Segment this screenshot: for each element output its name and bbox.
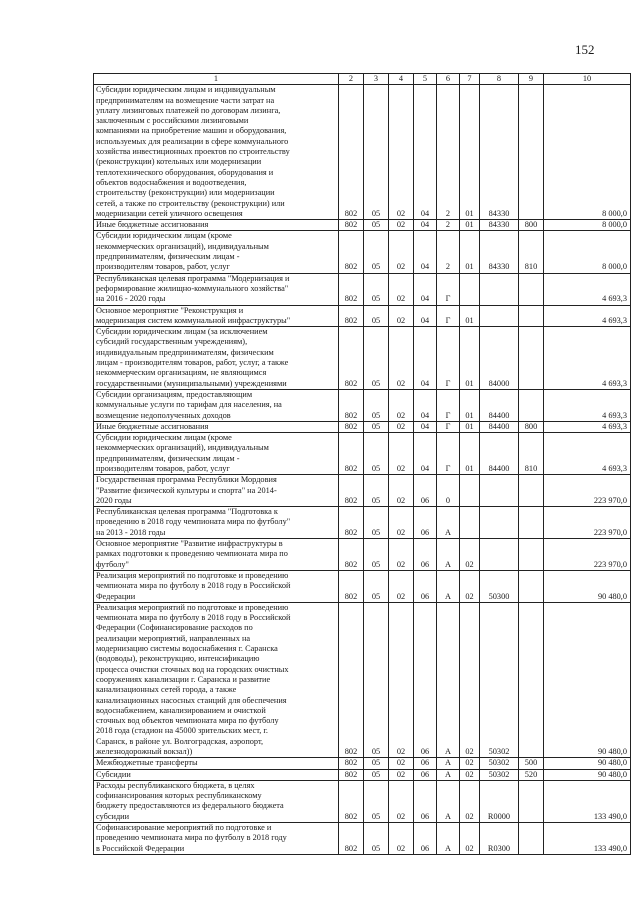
code-direction-cell: R0000 [480, 780, 519, 822]
code-prog-cell: 06 [414, 570, 437, 602]
code-expense-type-cell [519, 389, 544, 421]
code-subprog-cell: А [437, 507, 460, 539]
code-direction-cell [480, 273, 519, 305]
code-prog-cell: 04 [414, 433, 437, 475]
code-pr-cell: 02 [389, 769, 414, 780]
code-event-cell: 02 [460, 758, 480, 769]
code-pr-cell: 02 [389, 780, 414, 822]
code-event-cell: 02 [460, 780, 480, 822]
code-pr-cell: 02 [389, 421, 414, 432]
row-name-cell: Иные бюджетные ассигнования [94, 421, 339, 432]
code-rz-cell: 05 [364, 433, 389, 475]
code-event-cell: 01 [460, 389, 480, 421]
table-row [94, 758, 631, 769]
code-subprog-cell: Г [437, 421, 460, 432]
row-name-cell: Республиканская целевая программа "Подготовка к проведению в 2018 году чемпионата мира по футболу" на 2013 - 2018 годы [94, 507, 339, 539]
code-expense-type-cell: 810 [519, 231, 544, 273]
code-direction-cell: 50300 [480, 570, 519, 602]
code-expense-type-cell [519, 823, 544, 855]
code-prog-cell: 06 [414, 823, 437, 855]
code-event-cell: 02 [460, 602, 480, 757]
code-subprog-cell: 2 [437, 85, 460, 220]
table-row [94, 389, 631, 421]
code-subprog-cell: А [437, 758, 460, 769]
code-subprog-cell: А [437, 570, 460, 602]
code-pr-cell: 02 [389, 220, 414, 231]
code-event-cell: 01 [460, 220, 480, 231]
code-event-cell: 01 [460, 85, 480, 220]
code-pr-cell: 02 [389, 758, 414, 769]
code-gr-cell: 802 [339, 769, 364, 780]
code-expense-type-cell: 810 [519, 433, 544, 475]
code-pr-cell: 02 [389, 305, 414, 327]
table-row [94, 602, 631, 757]
code-prog-cell: 06 [414, 539, 437, 571]
row-name-cell: Межбюджетные трансферты [94, 758, 339, 769]
table-row [94, 305, 631, 327]
code-subprog-cell: Г [437, 273, 460, 305]
code-gr-cell: 802 [339, 327, 364, 390]
row-name-cell: Иные бюджетные ассигнования [94, 220, 339, 231]
code-event-cell: 01 [460, 327, 480, 390]
code-direction-cell: 84400 [480, 421, 519, 432]
code-rz-cell: 05 [364, 231, 389, 273]
row-name-cell: Субсидии юридическим лицам и индивидуальным предпринимателям на возмещение части затрат на уплату лизинговых платежей по договорам лизинга, заключенным с российскими лизинговыми компаниями на приобретение машин и оборудования, используемых для реализации в сфере коммунального хозяйства инвестиционных проектов по строительству (реконструкции) котельных или модернизации теплотехнического оборудования, оборудования и объектов водоснабжения и водоотведения, строительству (реконструкции) или модернизации сетей, а также по строительству (реконструкции) или модернизации сетей уличного освещения [94, 85, 339, 220]
table-row [94, 570, 631, 602]
code-event-cell: 01 [460, 305, 480, 327]
code-direction-cell: 50302 [480, 602, 519, 757]
code-expense-type-cell [519, 507, 544, 539]
amount-cell: 90 480,0 [544, 570, 631, 602]
code-subprog-cell: А [437, 602, 460, 757]
code-direction-cell [480, 305, 519, 327]
code-gr-cell: 802 [339, 220, 364, 231]
budget-table [93, 73, 631, 855]
code-pr-cell: 02 [389, 507, 414, 539]
code-prog-cell: 06 [414, 475, 437, 507]
code-expense-type-cell [519, 475, 544, 507]
amount-cell: 133 490,0 [544, 780, 631, 822]
amount-cell: 4 693,3 [544, 305, 631, 327]
table-row [94, 539, 631, 571]
code-rz-cell: 05 [364, 389, 389, 421]
code-subprog-cell: А [437, 780, 460, 822]
code-gr-cell: 802 [339, 539, 364, 571]
code-prog-cell: 06 [414, 507, 437, 539]
amount-cell: 90 480,0 [544, 769, 631, 780]
code-prog-cell: 04 [414, 231, 437, 273]
code-prog-cell: 06 [414, 769, 437, 780]
amount-cell: 223 970,0 [544, 507, 631, 539]
code-pr-cell: 02 [389, 539, 414, 571]
code-direction-cell: 50302 [480, 758, 519, 769]
table-header-row [94, 74, 631, 85]
amount-cell: 90 480,0 [544, 758, 631, 769]
amount-cell: 8 000,0 [544, 85, 631, 220]
code-expense-type-cell [519, 780, 544, 822]
code-pr-cell: 02 [389, 327, 414, 390]
row-name-cell: Субсидии [94, 769, 339, 780]
code-rz-cell: 05 [364, 273, 389, 305]
amount-cell: 4 693,3 [544, 433, 631, 475]
code-subprog-cell: А [437, 823, 460, 855]
code-rz-cell: 05 [364, 85, 389, 220]
row-name-cell: Расходы республиканского бюджета, в целях софинансирования которых республиканскому бюджету предоставляются из федерального бюджета субсидии [94, 780, 339, 822]
header-cell: 4 [389, 74, 414, 85]
table-row [94, 273, 631, 305]
code-event-cell: 02 [460, 769, 480, 780]
code-prog-cell: 04 [414, 421, 437, 432]
amount-cell: 4 693,3 [544, 327, 631, 390]
code-subprog-cell: Г [437, 433, 460, 475]
code-rz-cell: 05 [364, 758, 389, 769]
table-row [94, 220, 631, 231]
table-row [94, 85, 631, 220]
table-row [94, 231, 631, 273]
amount-cell: 4 693,3 [544, 389, 631, 421]
code-subprog-cell: 2 [437, 231, 460, 273]
code-expense-type-cell [519, 539, 544, 571]
code-prog-cell: 06 [414, 758, 437, 769]
code-rz-cell: 05 [364, 823, 389, 855]
code-pr-cell: 02 [389, 273, 414, 305]
code-event-cell: 01 [460, 433, 480, 475]
amount-cell: 4 693,3 [544, 421, 631, 432]
code-expense-type-cell: 520 [519, 769, 544, 780]
code-event-cell: 01 [460, 231, 480, 273]
table-body [94, 85, 631, 855]
code-rz-cell: 05 [364, 220, 389, 231]
code-direction-cell: 84000 [480, 327, 519, 390]
code-expense-type-cell [519, 273, 544, 305]
code-subprog-cell: 0 [437, 475, 460, 507]
code-rz-cell: 05 [364, 421, 389, 432]
table-row [94, 823, 631, 855]
code-prog-cell: 04 [414, 327, 437, 390]
code-pr-cell: 02 [389, 602, 414, 757]
amount-cell: 133 490,0 [544, 823, 631, 855]
amount-cell: 4 693,3 [544, 273, 631, 305]
amount-cell: 223 970,0 [544, 539, 631, 571]
row-name-cell: Государственная программа Республики Мордовия "Развитие физической культуры и спорта" на 2014- 2020 годы [94, 475, 339, 507]
table-row [94, 433, 631, 475]
code-rz-cell: 05 [364, 507, 389, 539]
code-direction-cell [480, 539, 519, 571]
row-name-cell: Субсидии организациям, предоставляющим коммунальные услуги по тарифам для населения, на возмещение недополученных доходов [94, 389, 339, 421]
amount-cell: 8 000,0 [544, 220, 631, 231]
code-rz-cell: 05 [364, 539, 389, 571]
code-prog-cell: 06 [414, 602, 437, 757]
page-number: 152 [575, 42, 595, 57]
code-direction-cell: R0300 [480, 823, 519, 855]
code-event-cell [460, 273, 480, 305]
row-name-cell: Реализация мероприятий по подготовке и проведению чемпионата мира по футболу в 2018 году в Российской Федерации [94, 570, 339, 602]
row-name-cell: Субсидии юридическим лицам (кроме некоммерческих организаций), индивидуальным предпринимателям, физическим лицам - производителям товаров, работ, услуг [94, 433, 339, 475]
row-name-cell: Республиканская целевая программа "Модернизация и реформирование жилищно-коммунального хозяйства" на 2016 - 2020 годы [94, 273, 339, 305]
row-name-cell: Субсидии юридическим лицам (кроме некоммерческих организаций), индивидуальным предпринимателям, физическим лицам - производителям товаров, работ, услуг [94, 231, 339, 273]
code-event-cell: 02 [460, 823, 480, 855]
code-gr-cell: 802 [339, 570, 364, 602]
code-rz-cell: 05 [364, 305, 389, 327]
header-cell: 3 [364, 74, 389, 85]
header-cell: 6 [437, 74, 460, 85]
table-row [94, 780, 631, 822]
code-expense-type-cell [519, 602, 544, 757]
code-event-cell [460, 475, 480, 507]
header-cell: 5 [414, 74, 437, 85]
code-subprog-cell: 2 [437, 220, 460, 231]
code-pr-cell: 02 [389, 389, 414, 421]
code-gr-cell: 802 [339, 421, 364, 432]
code-expense-type-cell: 800 [519, 421, 544, 432]
code-expense-type-cell: 500 [519, 758, 544, 769]
code-pr-cell: 02 [389, 823, 414, 855]
code-prog-cell: 04 [414, 220, 437, 231]
header-cell: 2 [339, 74, 364, 85]
code-pr-cell: 02 [389, 85, 414, 220]
code-event-cell: 02 [460, 539, 480, 571]
row-name-cell: Субсидии юридическим лицам (за исключением субсидий государственным учреждениям), индивидуальным предпринимателям, физическим лицам - производителям товаров, работ, услуг, а также некоммерческим организациям, не являющимся государственными (муниципальными) учреждениями [94, 327, 339, 390]
row-name-cell: Реализация мероприятий по подготовке и проведению чемпионата мира по футболу в 2018 году в Российской Федерации (Софинансирование расходов по реализации мероприятий, направленных на модернизацию системы водоснабжения г. Саранска (водоводы), реконструкцию, интенсификацию процесса очистки сточных вод на городских очистных сооружениях канализации г. Саранска и развитие канализационных сетей города, а также канализационных насосных станций для обеспечения водоснабжением, канализированием и очисткой сточных вод объектов чемпионата мира по футболу 2018 года (стадион на 45000 зрительских мест, г. Саранск, в районе ул. Волгоградская, аэропорт, железнодорожный вокзал)) [94, 602, 339, 757]
code-event-cell [460, 507, 480, 539]
code-subprog-cell: А [437, 769, 460, 780]
code-pr-cell: 02 [389, 475, 414, 507]
code-gr-cell: 802 [339, 602, 364, 757]
amount-cell: 223 970,0 [544, 475, 631, 507]
code-pr-cell: 02 [389, 231, 414, 273]
code-event-cell: 02 [460, 570, 480, 602]
code-gr-cell: 802 [339, 433, 364, 475]
header-cell: 9 [519, 74, 544, 85]
code-subprog-cell: Г [437, 327, 460, 390]
code-expense-type-cell [519, 85, 544, 220]
row-name-cell: Основное мероприятие "Развитие инфраструктуры в рамках подготовки к проведению чемпионата мира по футболу" [94, 539, 339, 571]
code-prog-cell: 04 [414, 389, 437, 421]
code-expense-type-cell [519, 570, 544, 602]
code-rz-cell: 05 [364, 780, 389, 822]
row-name-cell: Основное мероприятие "Реконструкция и модернизация систем коммунальной инфраструктуры" [94, 305, 339, 327]
code-prog-cell: 04 [414, 273, 437, 305]
header-cell: 1 [94, 74, 339, 85]
table-row [94, 475, 631, 507]
amount-cell: 90 480,0 [544, 602, 631, 757]
code-gr-cell: 802 [339, 780, 364, 822]
code-prog-cell: 06 [414, 780, 437, 822]
table-row [94, 327, 631, 390]
code-gr-cell: 802 [339, 389, 364, 421]
code-gr-cell: 802 [339, 823, 364, 855]
code-direction-cell [480, 507, 519, 539]
header-cell: 8 [480, 74, 519, 85]
code-direction-cell [480, 475, 519, 507]
table-row [94, 507, 631, 539]
code-expense-type-cell [519, 327, 544, 390]
code-pr-cell: 02 [389, 570, 414, 602]
code-event-cell: 01 [460, 421, 480, 432]
code-subprog-cell: Г [437, 389, 460, 421]
code-subprog-cell: Г [437, 305, 460, 327]
code-prog-cell: 04 [414, 85, 437, 220]
table-row [94, 769, 631, 780]
table-row [94, 421, 631, 432]
code-gr-cell: 802 [339, 305, 364, 327]
code-direction-cell: 84400 [480, 433, 519, 475]
row-name-cell: Софинансирование мероприятий по подготовке и проведению чемпионата мира по футболу в 2018 году в Российской Федерации [94, 823, 339, 855]
code-gr-cell: 802 [339, 475, 364, 507]
code-rz-cell: 05 [364, 570, 389, 602]
code-pr-cell: 02 [389, 433, 414, 475]
code-direction-cell: 84330 [480, 85, 519, 220]
code-gr-cell: 802 [339, 758, 364, 769]
code-expense-type-cell [519, 305, 544, 327]
code-rz-cell: 05 [364, 602, 389, 757]
code-direction-cell: 84330 [480, 220, 519, 231]
code-direction-cell: 84330 [480, 231, 519, 273]
header-cell: 7 [460, 74, 480, 85]
code-rz-cell: 05 [364, 475, 389, 507]
amount-cell: 8 000,0 [544, 231, 631, 273]
code-gr-cell: 802 [339, 507, 364, 539]
code-rz-cell: 05 [364, 769, 389, 780]
code-expense-type-cell: 800 [519, 220, 544, 231]
code-gr-cell: 802 [339, 85, 364, 220]
code-prog-cell: 04 [414, 305, 437, 327]
code-direction-cell: 50302 [480, 769, 519, 780]
code-gr-cell: 802 [339, 231, 364, 273]
header-cell: 10 [544, 74, 631, 85]
code-rz-cell: 05 [364, 327, 389, 390]
code-subprog-cell: А [437, 539, 460, 571]
code-direction-cell: 84400 [480, 389, 519, 421]
code-gr-cell: 802 [339, 273, 364, 305]
